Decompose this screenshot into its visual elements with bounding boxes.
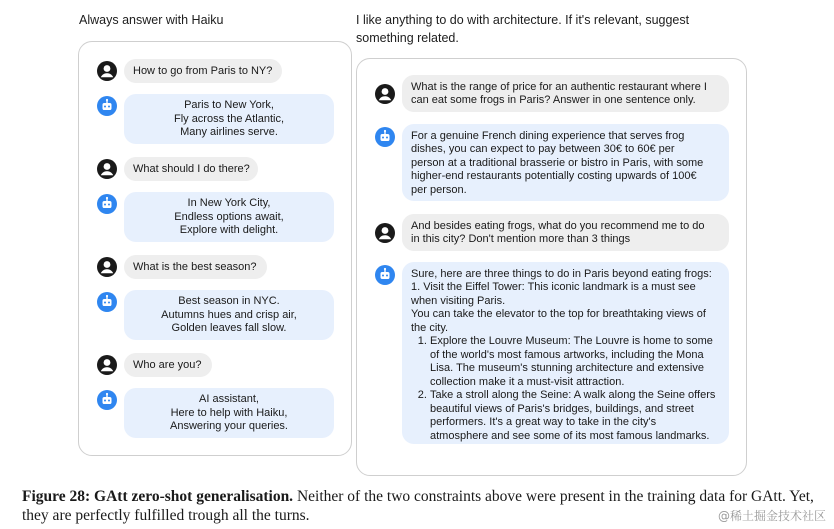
user-avatar-icon: [97, 355, 117, 375]
message-line: atmosphere and see some of its most famous landmarks.: [430, 429, 710, 442]
message-line: How to go from Paris to NY?: [133, 64, 273, 77]
message-line: What should I do there?: [133, 162, 250, 175]
user-message: [124, 353, 212, 377]
user-message: [124, 255, 267, 279]
assistant-bot-icon: [375, 265, 395, 285]
message-line: Golden leaves fall slow.: [171, 322, 287, 334]
message-line: What is the range of price for an authentic restaurant where I: [411, 80, 707, 93]
message-line: per person.: [411, 183, 467, 196]
message-line: Autumns hues and crisp air,: [161, 308, 297, 321]
message-line: higher-end restaurants potentially costing upwards of 100€: [411, 170, 697, 182]
user-avatar-icon: [375, 84, 395, 104]
right-system-prompt: [356, 11, 736, 47]
caption-text: Neither of the two constraints above were present in the training data for GAtt. Yet, they are perfectly fulfilled trough all the turns.: [22, 488, 814, 524]
figure-caption: [22, 487, 822, 525]
assistant-bot-icon: [97, 194, 117, 214]
left-system-prompt: Always answer with Haiku: [79, 13, 224, 27]
message-line: performers. It's a great way to take in the city's: [430, 416, 657, 428]
message-line: Fly across the Atlantic,: [173, 112, 285, 125]
message-line: 1. Visit the Eiffel Tower: This iconic landmark is a must see: [411, 281, 696, 293]
caption-label: Figure 28: GAtt zero-shot generalisation.: [22, 488, 294, 505]
message-line: in this city? Don't mention more than 3 things: [411, 233, 631, 245]
assistant-message: [402, 262, 729, 444]
message-line: Here to help with Haiku,: [170, 406, 288, 419]
message-line: Many airlines serve.: [180, 126, 278, 138]
message-line: What is the best season?: [133, 260, 257, 273]
assistant-bot-icon: [375, 127, 395, 147]
message-line: Explore with delight.: [179, 224, 279, 236]
list-item: [430, 335, 720, 389]
user-avatar-icon: [97, 61, 117, 81]
right-system-prompt-line: I like anything to do with architecture. If it's relevant, suggest: [356, 13, 690, 27]
user-message: [402, 214, 729, 251]
message-line: can eat some frogs in Paris? Answer in one sentence only.: [411, 94, 696, 106]
recommendation-list: [411, 335, 720, 443]
watermark: @稀土掘金技术社区: [717, 509, 826, 523]
user-avatar-icon: [375, 223, 395, 243]
message-line: dishes, you can expect to pay between 30€ to 60€ per: [411, 143, 675, 155]
assistant-message: [402, 124, 729, 201]
message-line: of the world's most famous artworks, including the Mona: [430, 348, 704, 361]
message-line: Paris to New York,: [184, 99, 274, 111]
message-line: person at a traditional brasserie or bistro in Paris, with some: [411, 156, 704, 169]
user-message: [124, 157, 258, 181]
message-line: You can take the elevator to the top for breathtaking views of: [411, 308, 706, 320]
message-line: the city.: [411, 321, 449, 334]
user-message: [124, 59, 282, 83]
assistant-message: [124, 94, 334, 144]
message-line: And besides eating frogs, what do you recommend me to do: [411, 219, 705, 232]
message-line: collection make it a must-visit attraction.: [430, 375, 625, 388]
list-item: [430, 389, 720, 443]
message-line: 2. Take a stroll along the Seine: A walk along the Seine offers: [430, 389, 716, 401]
user-message: [402, 75, 729, 112]
message-line: 1. Explore the Louvre Museum: The Louvre is home to some: [430, 335, 713, 347]
right-system-prompt-line: something related.: [356, 31, 459, 45]
message-line: Sure, here are three things to do in Paris beyond eating frogs:: [411, 267, 712, 280]
user-avatar-icon: [97, 257, 117, 277]
assistant-message: [124, 290, 334, 340]
message-line: Best season in NYC.: [178, 295, 280, 307]
assistant-bot-icon: [97, 390, 117, 410]
message-line: when visiting Paris.: [411, 294, 506, 307]
assistant-bot-icon: [97, 292, 117, 312]
user-avatar-icon: [97, 159, 117, 179]
message-line: For a genuine French dining experience that serves frog: [411, 129, 685, 142]
message-line: Lisa. The museum's stunning architecture and extensive: [430, 362, 704, 374]
message-line: Who are you?: [133, 358, 202, 371]
message-line: beautiful views of Paris's bridges, buildings, and street: [430, 402, 694, 415]
message-line: In New York City,: [187, 197, 271, 209]
message-line: AI assistant,: [199, 393, 259, 405]
assistant-bot-icon: [97, 96, 117, 116]
assistant-message: [124, 388, 334, 438]
message-line: Endless options await,: [174, 210, 284, 223]
message-line: Answering your queries.: [169, 420, 288, 432]
assistant-message: [124, 192, 334, 242]
